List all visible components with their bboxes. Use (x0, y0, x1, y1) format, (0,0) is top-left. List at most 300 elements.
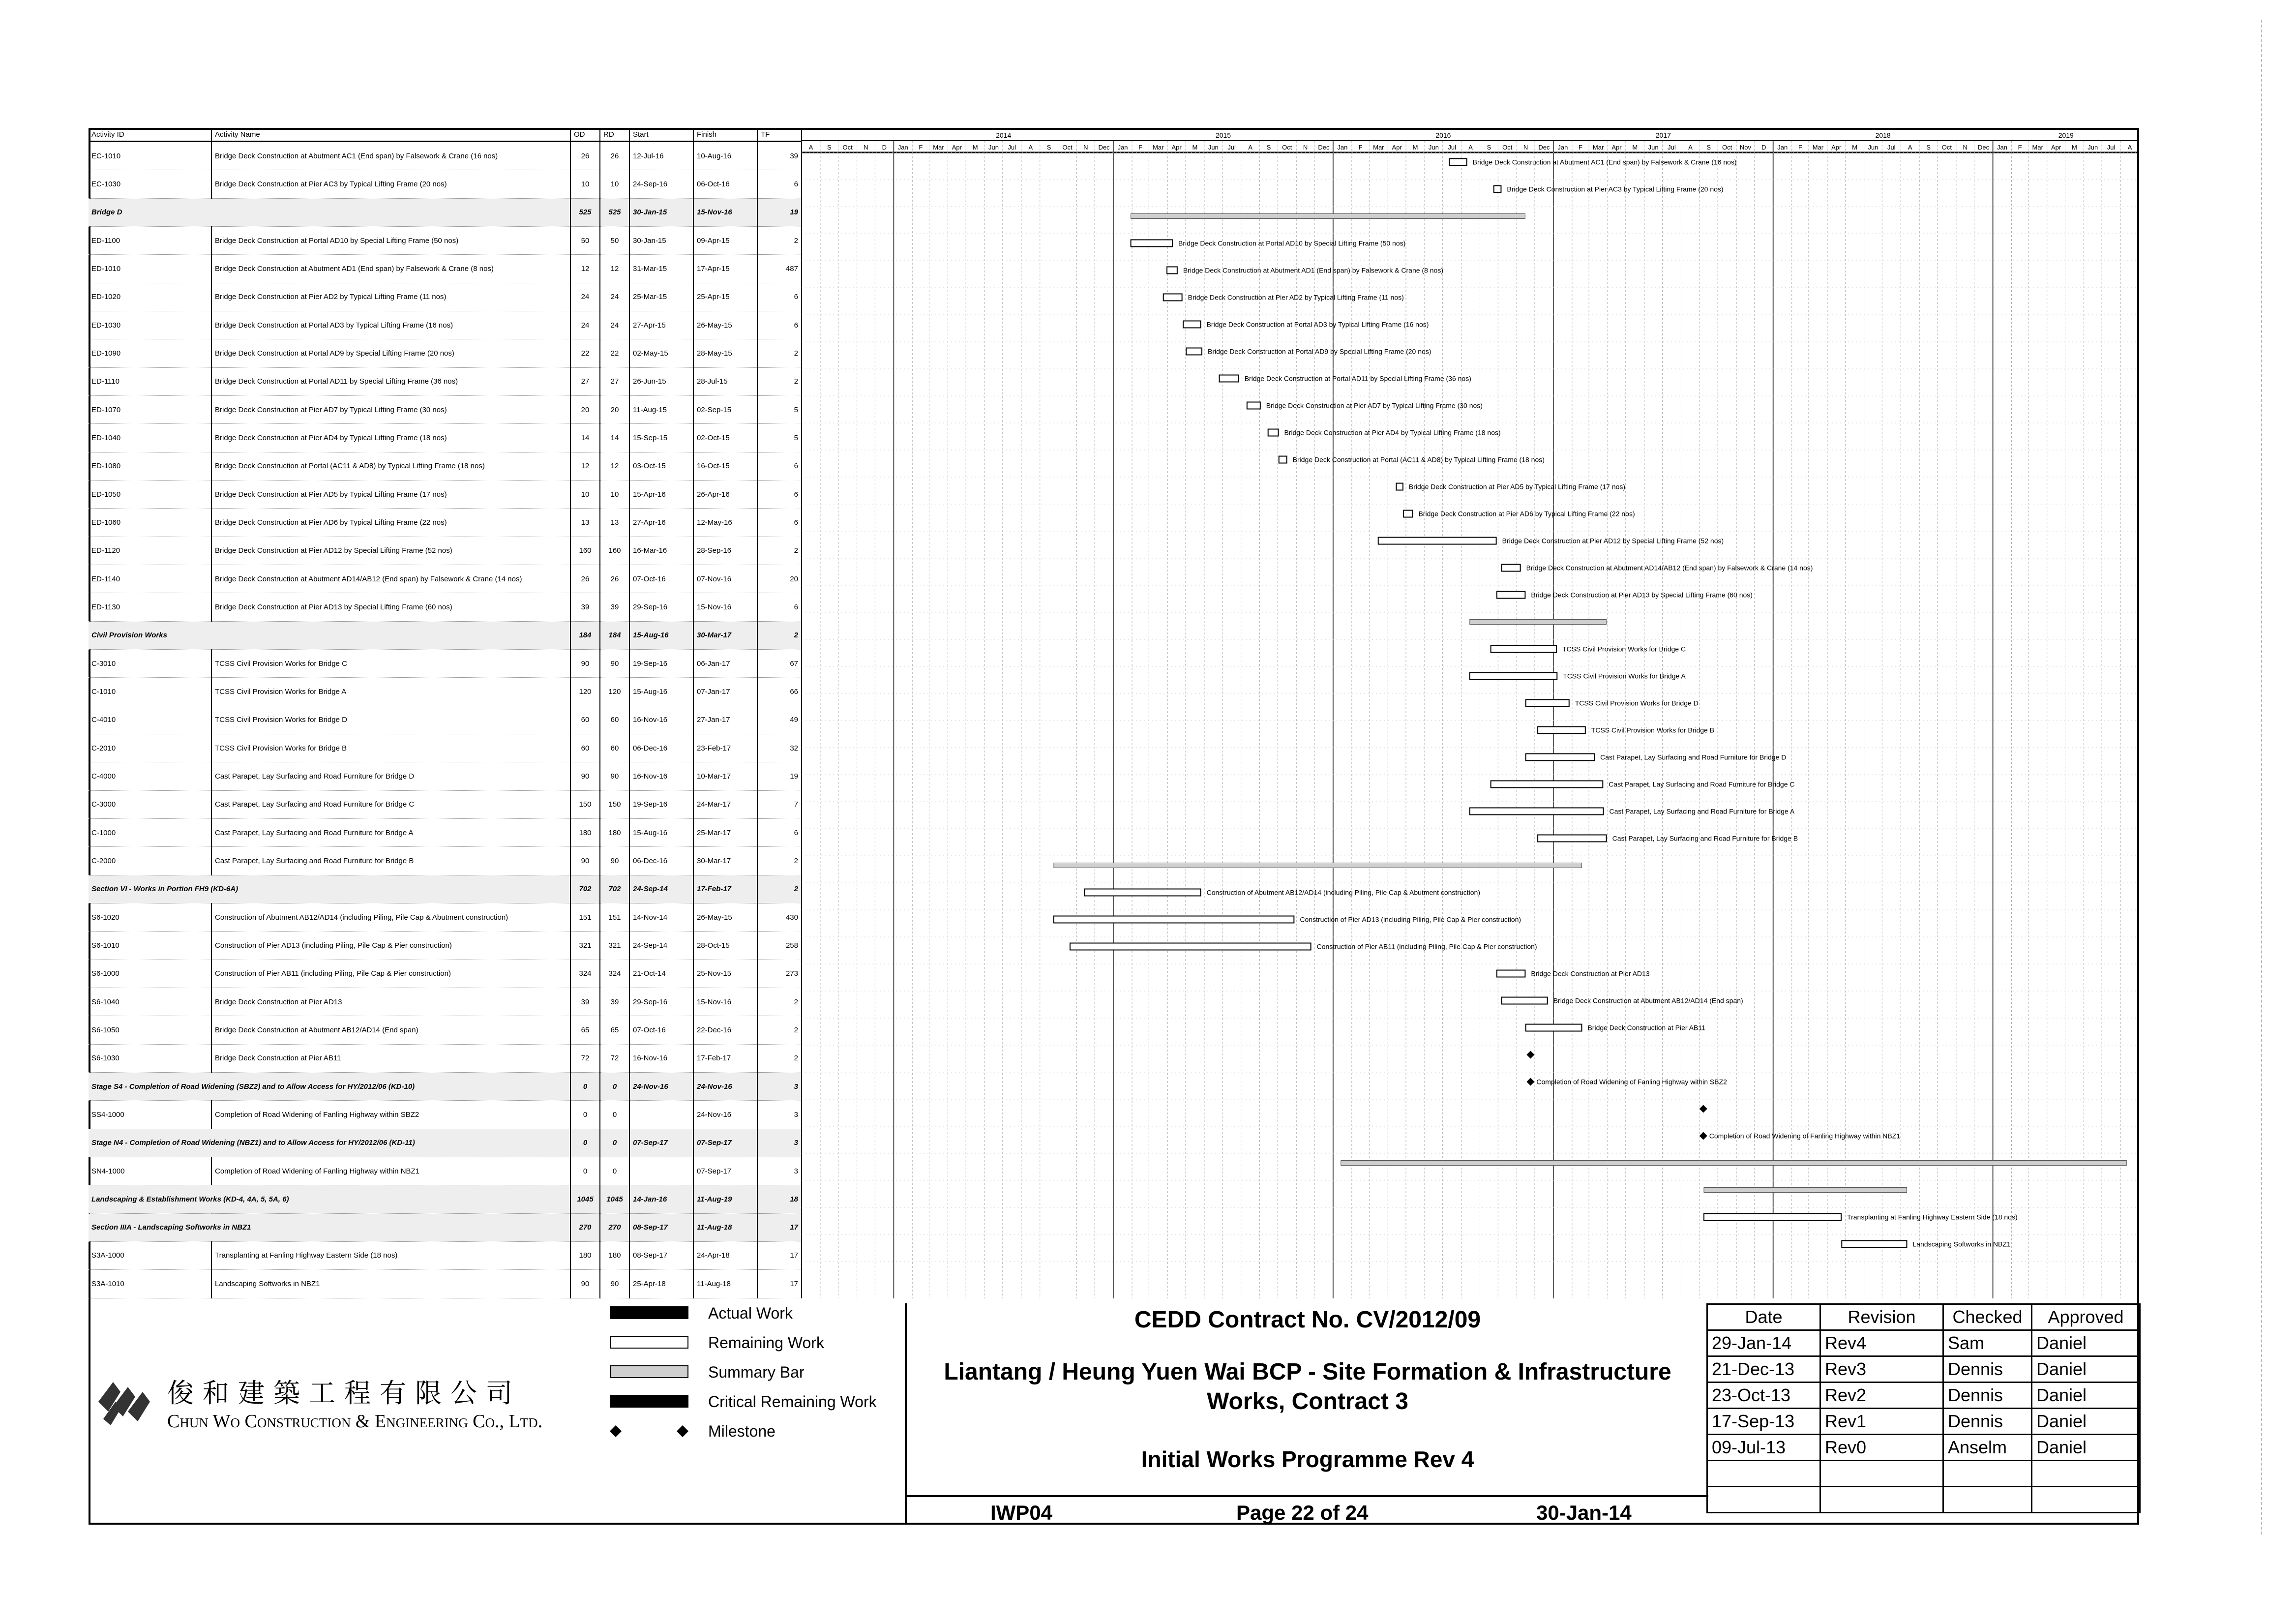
company-name-en: Chun Wo Construction & Engineering Co., Ltd. (167, 1411, 543, 1432)
rev-cell-empty (1943, 1461, 2032, 1487)
activity-bar (1220, 375, 1239, 382)
cell-od: 90 (570, 1270, 600, 1298)
cell-name: Completion of Road Widening of Fanling Highway within SBZ2 (211, 1101, 570, 1129)
cell-start: 11-Aug-15 (629, 395, 693, 423)
table-row (89, 903, 802, 931)
cell-finish: 28-Oct-15 (693, 932, 757, 960)
rev-cell-approved: Daniel (2032, 1356, 2140, 1383)
cell-od: 10 (570, 480, 600, 508)
table-row (89, 649, 802, 677)
month-tick-label: Jan (1337, 144, 1348, 151)
table-row (89, 790, 802, 818)
cell-rd: 1045 (600, 1185, 629, 1213)
cell-start: 16-Nov-16 (629, 762, 693, 790)
month-tick-label: N (1523, 144, 1528, 151)
cell-tf: 2 (757, 339, 802, 367)
month-tick-label: N (1963, 144, 1968, 151)
revision-table (1706, 1303, 2141, 1513)
cell-rd: 120 (600, 678, 629, 706)
rev-cell-checked: Dennis (1943, 1383, 2032, 1409)
cell-rd: 20 (600, 395, 629, 423)
summary-row (89, 198, 802, 226)
table-row (89, 537, 802, 565)
cell-od: 26 (570, 565, 600, 593)
cell-id: ED-1100 (89, 227, 211, 255)
activity-bar (1538, 727, 1585, 734)
summary-row (89, 875, 802, 903)
month-tick-label: Jan (1997, 144, 2007, 151)
month-tick-label: S (1266, 144, 1271, 151)
rev-cell-date: 09-Jul-13 (1707, 1435, 1820, 1461)
month-tick-label: N (1303, 144, 1308, 151)
cell-rd: 27 (600, 367, 629, 395)
cell-name: Bridge Deck Construction at Abutment AD1 (End span) by Falsework & Crane (8 nos) (211, 255, 570, 283)
activity-bar (1494, 186, 1501, 193)
month-tick-label: Mar (1153, 144, 1164, 151)
cell-name: Bridge Deck Construction at Pier AB11 (211, 1044, 570, 1072)
bar-label: TCSS Civil Provision Works for Bridge B (1591, 726, 1715, 734)
month-tick-label: S (1926, 144, 1931, 151)
summary-bar (1341, 1161, 2126, 1166)
cell-finish: 09-Apr-15 (693, 227, 757, 255)
cell-od: 60 (570, 706, 600, 734)
cell-rd: 180 (600, 818, 629, 846)
cell-od: 90 (570, 762, 600, 790)
table-row (89, 367, 802, 395)
cell-tf: 7 (757, 790, 802, 818)
cell-rd: 26 (600, 142, 629, 170)
table-row (89, 1241, 802, 1269)
cell-name: Transplanting at Fanling Highway Eastern Side (18 nos) (211, 1241, 570, 1269)
cell-rd: 151 (600, 903, 629, 931)
page-number: Page 22 of 24 (1236, 1501, 1369, 1524)
bar-label: Bridge Deck Construction at Portal AD9 by Special Lifting Frame (20 nos) (1208, 347, 1431, 356)
cell-start: 08-Sep-17 (629, 1241, 693, 1269)
cell-start: 29-Sep-16 (629, 593, 693, 621)
legend-critical-remaining-work: Critical Remaining Work (600, 1392, 905, 1412)
cell-tf: 5 (757, 395, 802, 423)
rev-cell-date: 29-Jan-14 (1707, 1330, 1820, 1356)
cell-start: 07-Oct-16 (629, 1016, 693, 1044)
cell-tf: 273 (757, 960, 802, 988)
cell-id: ED-1040 (89, 424, 211, 452)
cell-rd: 12 (600, 255, 629, 283)
cell-od: 0 (570, 1101, 600, 1129)
cell-finish: 27-Jan-17 (693, 706, 757, 734)
cell-name: Construction of Abutment AB12/AD14 (including Piling, Pile Cap & Abutment construction) (211, 903, 570, 931)
cell-start: 16-Nov-16 (629, 1044, 693, 1072)
cell-od: 151 (570, 903, 600, 931)
col-header-name: Activity Name (211, 128, 570, 142)
cell-rd: 321 (600, 932, 629, 960)
table-row (89, 932, 802, 960)
cell-start: 03-Oct-15 (629, 452, 693, 480)
cell-start: 25-Apr-18 (629, 1270, 693, 1298)
month-tick-label: A (2127, 144, 2132, 151)
month-tick-label: F (1579, 144, 1582, 151)
rev-cell-date: 17-Sep-13 (1707, 1409, 1820, 1435)
cell-rd: 150 (600, 790, 629, 818)
cell-finish: 02-Oct-15 (693, 424, 757, 452)
bar-label: Bridge Deck Construction at Pier AD13 by Special Lifting Frame (60 nos) (1531, 591, 1753, 599)
cell-name: Cast Parapet, Lay Surfacing and Road Furniture for Bridge B (211, 847, 570, 875)
cell-start: 15-Sep-15 (629, 424, 693, 452)
cell-id: SN4-1000 (89, 1157, 211, 1185)
cell-tf: 6 (757, 311, 802, 339)
month-tick-label: Jan (1777, 144, 1788, 151)
bar-label: TCSS Civil Provision Works for Bridge A (1563, 672, 1686, 680)
cell-tf: 2 (757, 537, 802, 565)
cell-id: ED-1130 (89, 593, 211, 621)
cell-id: Civil Provision Works (89, 621, 570, 649)
cell-rd: 0 (600, 1157, 629, 1185)
activity-bar (1491, 646, 1556, 653)
table-row (89, 593, 802, 621)
month-tick-label: Jan (897, 144, 908, 151)
activity-bar (1526, 700, 1569, 707)
month-tick-label: S (1706, 144, 1711, 151)
cell-finish: 25-Mar-17 (693, 818, 757, 846)
cell-rd: 702 (600, 875, 629, 903)
cell-id: ED-1050 (89, 480, 211, 508)
cell-finish: 28-May-15 (693, 339, 757, 367)
cell-finish: 11-Aug-19 (693, 1185, 757, 1213)
cell-tf: 67 (757, 649, 802, 677)
company-block (93, 1372, 595, 1446)
margin-line (2261, 20, 2262, 1534)
table-row (89, 988, 802, 1016)
bar-label: Cast Parapet, Lay Surfacing and Road Furniture for Bridge A (1609, 807, 1795, 815)
cell-id: ED-1120 (89, 537, 211, 565)
activity-bar (1470, 808, 1604, 815)
bar-label: Completion of Road Widening of Fanling Highway within SBZ2 (1536, 1078, 1727, 1086)
activity-bar (1268, 429, 1279, 436)
month-tick-label: A (1468, 144, 1473, 151)
cell-start: 19-Sep-16 (629, 790, 693, 818)
bar-label: TCSS Civil Provision Works for Bridge D (1575, 699, 1699, 707)
critical-work-swatch (610, 1395, 688, 1408)
month-tick-label: M (2071, 144, 2077, 151)
cell-tf: 3 (757, 1101, 802, 1129)
year-tick-label: 2016 (1435, 131, 1451, 139)
cell-od: 14 (570, 424, 600, 452)
activity-bar (1704, 1214, 1841, 1221)
year-tick-label: 2015 (1215, 131, 1231, 139)
cell-od: 90 (570, 649, 600, 677)
cell-id: Stage N4 - Completion of Road Widening (NBZ1) and to Allow Access for HY/2012/06 (KD-11) (89, 1129, 570, 1157)
cell-rd: 90 (600, 762, 629, 790)
cell-name: Bridge Deck Construction at Abutment AD14/AB12 (End span) by Falsework & Crane (14 nos) (211, 565, 570, 593)
activity-bar (1279, 456, 1287, 463)
month-tick-label: Nov (1739, 144, 1751, 151)
rev-cell-empty (2032, 1487, 2140, 1513)
bar-label: Bridge Deck Construction at Pier AD13 (1531, 969, 1650, 978)
bar-label: Bridge Deck Construction at Pier AB11 (1587, 1023, 1705, 1032)
cell-rd: 26 (600, 565, 629, 593)
cell-finish: 26-May-15 (693, 311, 757, 339)
cell-finish: 17-Feb-17 (693, 1044, 757, 1072)
activity-rows (89, 142, 802, 1298)
table-row (89, 339, 802, 367)
activity-bar (1378, 538, 1496, 544)
cell-name: TCSS Civil Provision Works for Bridge D (211, 706, 570, 734)
month-tick-label: Jun (1868, 144, 1879, 151)
month-tick-label: S (827, 144, 832, 151)
cell-rd: 39 (600, 988, 629, 1016)
cell-tf: 2 (757, 1016, 802, 1044)
summary-bar (1704, 1188, 1907, 1193)
summary-row (89, 1129, 802, 1157)
month-tick-label: S (1487, 144, 1491, 151)
cell-od: 1045 (570, 1185, 600, 1213)
cell-name: Bridge Deck Construction at Pier AD6 by Typical Lifting Frame (22 nos) (211, 509, 570, 537)
milestone-marker (1526, 1078, 1534, 1086)
activity-bar (1163, 294, 1182, 301)
cell-od: 160 (570, 537, 600, 565)
cell-name: Bridge Deck Construction at Abutment AC1 (End span) by Falsework & Crane (16 nos) (211, 142, 570, 170)
table-row (89, 452, 802, 480)
legend-summary-bar: Summary Bar (600, 1362, 905, 1382)
cell-tf: 49 (757, 706, 802, 734)
activity-bar (1183, 321, 1200, 328)
summary-bar-swatch (610, 1365, 688, 1378)
cell-finish: 15-Nov-16 (693, 988, 757, 1016)
cell-finish: 30-Mar-17 (693, 621, 757, 649)
col-header-start: Start (629, 128, 693, 142)
cell-tf: 430 (757, 903, 802, 931)
cell-od: 0 (570, 1129, 600, 1157)
activity-bar (1497, 592, 1525, 599)
bar-label: Bridge Deck Construction at Pier AD2 by Typical Lifting Frame (11 nos) (1188, 293, 1404, 301)
cell-id: C-2010 (89, 734, 211, 762)
cell-rd: 39 (600, 593, 629, 621)
cell-id: ED-1110 (89, 367, 211, 395)
month-tick-label: A (1248, 144, 1252, 151)
table-row (89, 480, 802, 508)
cell-name: Bridge Deck Construction at Pier AD5 by Typical Lifting Frame (17 nos) (211, 480, 570, 508)
cell-rd: 22 (600, 339, 629, 367)
cell-id: ED-1070 (89, 395, 211, 423)
month-tick-label: A (1688, 144, 1693, 151)
cell-start: 07-Oct-16 (629, 565, 693, 593)
rev-cell-empty (1943, 1487, 2032, 1513)
cell-start: 26-Jun-15 (629, 367, 693, 395)
cell-name: Bridge Deck Construction at Portal (AC11 & AD8) by Typical Lifting Frame (18 nos) (211, 452, 570, 480)
activity-bar (1842, 1241, 1907, 1248)
cell-id: C-2000 (89, 847, 211, 875)
cell-rd: 10 (600, 480, 629, 508)
bar-label: Bridge Deck Construction at Pier AD5 by Typical Lifting Frame (17 nos) (1408, 482, 1626, 491)
cell-id: S6-1020 (89, 903, 211, 931)
cell-name: Bridge Deck Construction at Portal AD10 by Special Lifting Frame (50 nos) (211, 227, 570, 255)
cell-od: 22 (570, 339, 600, 367)
year-tick-label: 2019 (2058, 131, 2074, 139)
month-tick-label: Apr (952, 144, 962, 151)
month-tick-label: Oct (842, 144, 853, 151)
activity-bar (1497, 970, 1525, 977)
month-tick-label: Apr (1392, 144, 1402, 151)
revision-row (1707, 1330, 2140, 1356)
cell-tf: 17 (757, 1213, 802, 1241)
activity-bar (1538, 835, 1607, 842)
bar-label: Construction of Abutment AB12/AD14 (including Piling, Pile Cap & Abutment construction) (1206, 888, 1481, 897)
cell-tf: 6 (757, 818, 802, 846)
month-tick-label: Jul (1227, 144, 1236, 151)
cell-tf: 6 (757, 593, 802, 621)
cell-id: Landscaping & Establishment Works (KD-4, 4A, 5, 5A, 6) (89, 1185, 570, 1213)
cell-id: ED-1030 (89, 311, 211, 339)
bar-label: Bridge Deck Construction at Abutment AD1 (End span) by Falsework & Crane (8 nos) (1183, 266, 1443, 274)
activity-bar (1054, 916, 1294, 923)
cell-finish: 12-May-16 (693, 509, 757, 537)
month-tick-label: Oct (1941, 144, 1952, 151)
cell-tf: 66 (757, 678, 802, 706)
cell-name: Bridge Deck Construction at Portal AD11 by Special Lifting Frame (36 nos) (211, 367, 570, 395)
table-row (89, 283, 802, 311)
month-tick-label: Mar (1373, 144, 1384, 151)
rev-cell-empty (1820, 1461, 1943, 1487)
cell-id: SS4-1000 (89, 1101, 211, 1129)
revision-row-empty (1707, 1461, 2140, 1487)
cell-od: 321 (570, 932, 600, 960)
cell-id: C-4010 (89, 706, 211, 734)
rev-cell-empty (1820, 1487, 1943, 1513)
cell-start: 21-Oct-14 (629, 960, 693, 988)
cell-id: ED-1060 (89, 509, 211, 537)
activity-bar (1396, 483, 1402, 490)
month-tick-label: Apr (1171, 144, 1182, 151)
milestone-marker (1526, 1051, 1534, 1059)
cell-name: Landscaping Softworks in NBZ1 (211, 1270, 570, 1298)
rev-cell-approved: Daniel (2032, 1330, 2140, 1356)
rev-cell-approved: Daniel (2032, 1383, 2140, 1409)
month-tick-label: M (1192, 144, 1198, 151)
cell-name: Cast Parapet, Lay Surfacing and Road Furniture for Bridge D (211, 762, 570, 790)
cell-name: Bridge Deck Construction at Portal AD9 by Special Lifting Frame (20 nos) (211, 339, 570, 367)
cell-od: 65 (570, 1016, 600, 1044)
revision-rows (1707, 1330, 2140, 1513)
cell-tf: 2 (757, 367, 802, 395)
cell-finish: 28-Sep-16 (693, 537, 757, 565)
summary-row (89, 1213, 802, 1241)
cell-rd: 270 (600, 1213, 629, 1241)
cell-od: 270 (570, 1213, 600, 1241)
cell-tf: 19 (757, 198, 802, 226)
cell-od: 702 (570, 875, 600, 903)
bar-label: Bridge Deck Construction at Pier AD12 by Special Lifting Frame (52 nos) (1502, 537, 1724, 545)
month-tick-label: Dec (1318, 144, 1330, 151)
bar-label: Landscaping Softworks in NBZ1 (1912, 1240, 2011, 1248)
table-row (89, 1016, 802, 1044)
month-tick-label: Apr (1611, 144, 1622, 151)
title-block (905, 1303, 1708, 1525)
company-logo-icon (93, 1372, 152, 1431)
year-tick-label: 2014 (996, 131, 1012, 139)
rev-col-revision: Revision (1820, 1304, 1943, 1330)
summary-bar (1131, 214, 1525, 219)
month-tick-label: Mar (2032, 144, 2043, 151)
rev-col-approved: Approved (2032, 1304, 2140, 1330)
cell-finish: 25-Nov-15 (693, 960, 757, 988)
remaining-work-swatch (610, 1336, 688, 1349)
table-header-row (89, 128, 802, 142)
cell-start: 08-Sep-17 (629, 1213, 693, 1241)
cell-od: 12 (570, 255, 600, 283)
table-row (89, 734, 802, 762)
cell-start: 02-May-15 (629, 339, 693, 367)
bar-label: Bridge Deck Construction at Pier AD6 by Typical Lifting Frame (22 nos) (1418, 510, 1635, 518)
month-tick-label: Jun (2087, 144, 2098, 151)
cell-tf: 3 (757, 1129, 802, 1157)
cell-id: C-1000 (89, 818, 211, 846)
rev-cell-checked: Sam (1943, 1330, 2032, 1356)
cell-rd: 180 (600, 1241, 629, 1269)
rev-cell-empty (2032, 1461, 2140, 1487)
cell-tf: 32 (757, 734, 802, 762)
month-tick-label: Jan (1117, 144, 1128, 151)
rev-cell-checked: Dennis (1943, 1356, 2032, 1383)
cell-tf: 2 (757, 988, 802, 1016)
table-row (89, 762, 802, 790)
month-tick-label: Apr (1831, 144, 1842, 151)
legend-actual-work: Actual Work (600, 1303, 905, 1323)
month-tick-label: A (1908, 144, 1912, 151)
cell-od: 90 (570, 847, 600, 875)
cell-finish: 07-Nov-16 (693, 565, 757, 593)
cell-name: Bridge Deck Construction at Portal AD3 by Typical Lifting Frame (16 nos) (211, 311, 570, 339)
col-header-rd: RD (600, 128, 629, 142)
cell-od: 20 (570, 395, 600, 423)
cell-tf: 17 (757, 1270, 802, 1298)
bar-label: Transplanting at Fanling Highway Eastern Side (18 nos) (1847, 1213, 2018, 1221)
cell-od: 13 (570, 509, 600, 537)
summary-row (89, 621, 802, 649)
rev-cell-checked: Dennis (1943, 1409, 2032, 1435)
cell-finish: 16-Oct-15 (693, 452, 757, 480)
revision-row (1707, 1435, 2140, 1461)
cell-rd: 24 (600, 311, 629, 339)
table-row (89, 678, 802, 706)
cell-start: 24-Sep-14 (629, 875, 693, 903)
cell-finish: 06-Jan-17 (693, 649, 757, 677)
cell-rd: 50 (600, 227, 629, 255)
cell-tf: 6 (757, 283, 802, 311)
cell-id: S6-1040 (89, 988, 211, 1016)
cell-name: Bridge Deck Construction at Abutment AB12/AD14 (End span) (211, 1016, 570, 1044)
month-tick-label: F (1138, 144, 1143, 151)
revision-row (1707, 1409, 2140, 1435)
cell-id: C-1010 (89, 678, 211, 706)
month-tick-label: A (808, 144, 813, 151)
table-row (89, 424, 802, 452)
cell-od: 150 (570, 790, 600, 818)
cell-od: 60 (570, 734, 600, 762)
rev-cell-revision: Rev2 (1820, 1383, 1943, 1409)
cell-start: 15-Aug-16 (629, 818, 693, 846)
summary-bar (1054, 863, 1582, 868)
cell-id: ED-1020 (89, 283, 211, 311)
cell-start: 24-Sep-16 (629, 170, 693, 198)
table-row (89, 1270, 802, 1298)
bar-label: Completion of Road Widening of Fanling Highway within NBZ1 (1709, 1132, 1901, 1140)
milestone-swatch (610, 1424, 688, 1438)
cell-finish: 07-Sep-17 (693, 1157, 757, 1185)
cell-od: 0 (570, 1072, 600, 1100)
month-tick-label: Oct (1062, 144, 1073, 151)
cell-start: 29-Sep-16 (629, 988, 693, 1016)
cell-start: 06-Dec-16 (629, 847, 693, 875)
activity-bar (1084, 889, 1200, 896)
